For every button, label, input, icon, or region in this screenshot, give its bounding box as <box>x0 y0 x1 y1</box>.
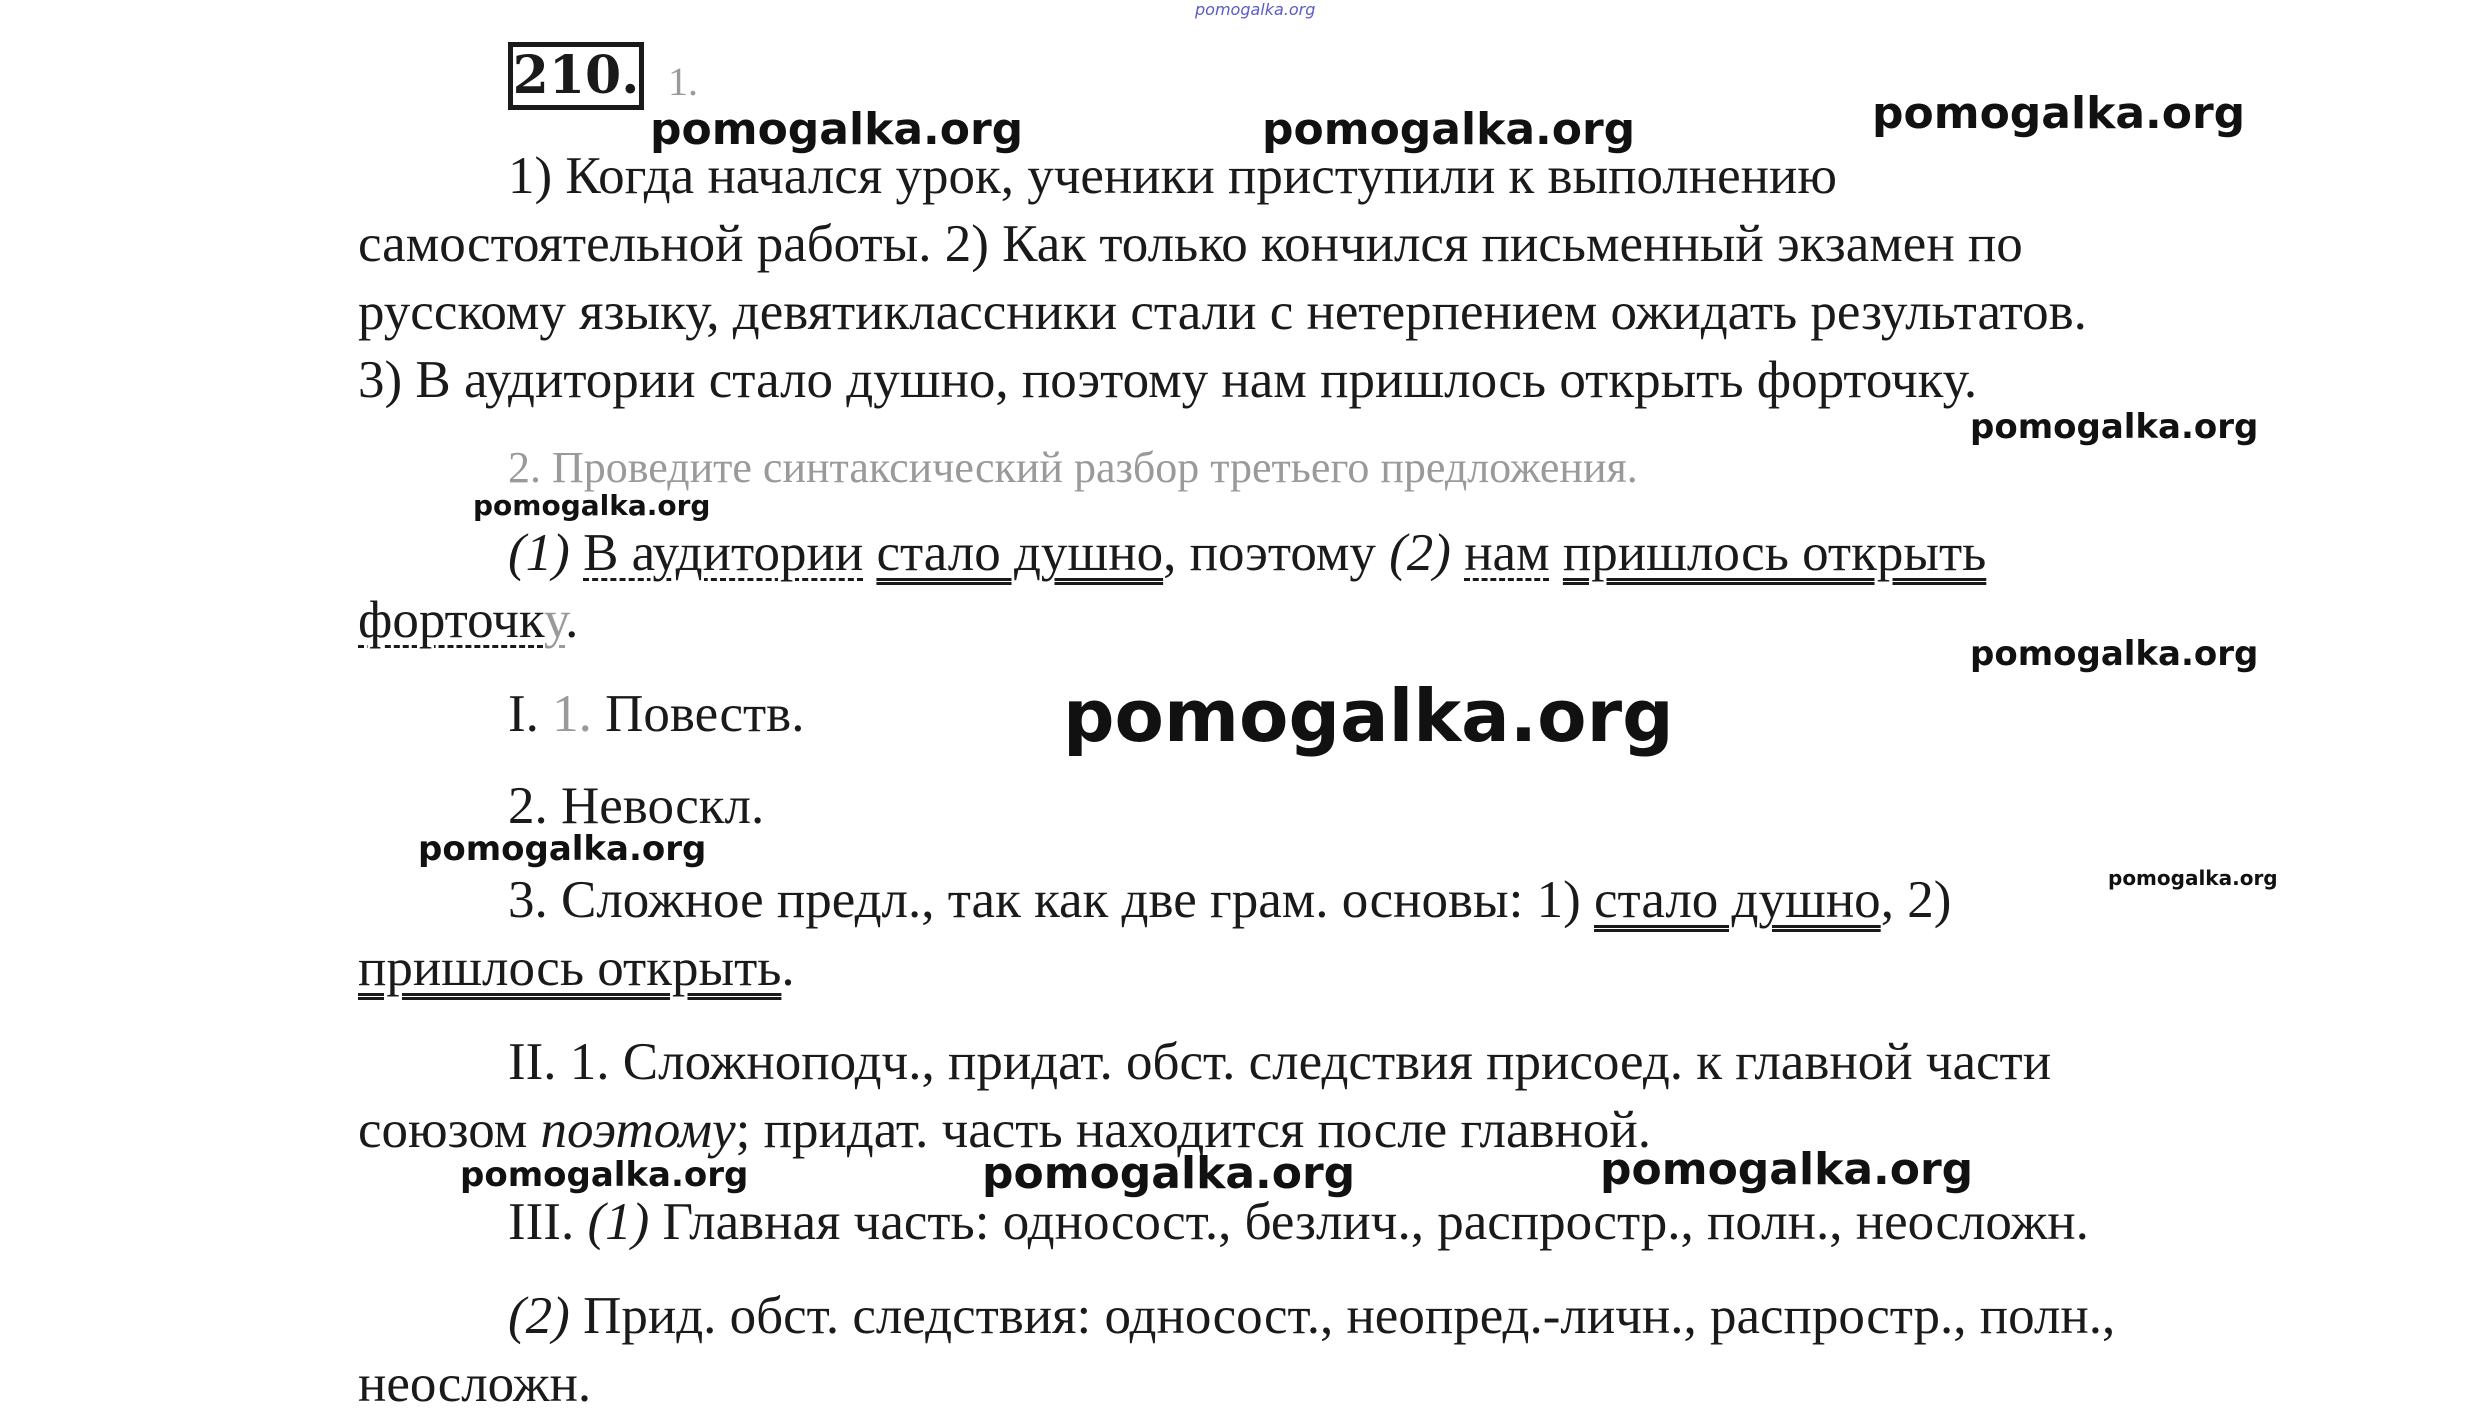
part-1-item-2: 2. Невоскл. <box>508 777 765 835</box>
object-word-ending: у <box>543 591 566 649</box>
part-3-line-1 <box>508 1193 2089 1251</box>
watermark: pomogalka.org <box>2108 866 2278 890</box>
watermark: pomogalka.org <box>1262 104 1636 155</box>
part-3-line-2 <box>508 1287 2116 1345</box>
item-3-mid: , 2) <box>1880 871 1952 929</box>
part-1-item-3 <box>508 871 1952 929</box>
watermark: pomogalka.org <box>1600 1144 1974 1195</box>
sentence-line-1: 1) Когда начался урок, ученики приступили к выполнению <box>508 147 1837 205</box>
sentence-line-3: русскому языку, девятиклассники стали с нетерпением ожидать результатов. <box>358 283 2087 341</box>
watermark: pomogalka.org <box>418 829 707 869</box>
part-3-marker-2: (2) <box>508 1287 570 1345</box>
part-3-marker-1: (1) <box>587 1193 650 1251</box>
clause-marker-2: (2) <box>1389 524 1451 582</box>
watermark: pomogalka.org <box>1970 407 2259 447</box>
watermark: pomogalka.org <box>460 1155 749 1195</box>
conjunction: , поэтому <box>1163 524 1376 582</box>
clause-marker-1: (1) <box>508 524 570 582</box>
part-3-main-clause: Главная часть: односост., безлич., распростр., полн., неосложн. <box>662 1193 2089 1251</box>
analysis-line-1 <box>508 524 1987 582</box>
exercise-number: 210. <box>508 42 644 110</box>
sentence-line-4: 3) В аудитории стало душно, поэтому нам пришлось открыть форточку. <box>358 351 1978 409</box>
part-3-subordinate-clause: Прид. обст. следствия: односост., неопред.-личн., распростр., полн., <box>583 1287 2116 1345</box>
watermark-top: pomogalka.org <box>1195 0 1316 19</box>
part-1-text: Повеств. <box>605 685 805 743</box>
period: . <box>565 591 579 649</box>
part-2-suffix: ; придат. часть находится после главной. <box>735 1101 1651 1159</box>
analysis-line-2 <box>358 591 579 649</box>
item-3-prefix: 3. Сложное предл., так как две грам. основы: 1) <box>508 871 1581 929</box>
watermark: pomogalka.org <box>1872 88 2246 139</box>
part-1-number: I. <box>508 685 539 743</box>
task-1-label: 1. <box>668 59 698 104</box>
part-3-number: III. <box>508 1193 575 1251</box>
object-word-fortochku: форточк <box>358 591 544 649</box>
grammatical-base-1: стало душно <box>876 524 1164 582</box>
part-1-item-1 <box>508 685 805 743</box>
item-3-base-2: пришлось открыть <box>358 939 782 997</box>
watermark: pomogalka.org <box>473 489 711 522</box>
part-1-item-3-cont <box>358 939 795 997</box>
watermark-large: pomogalka.org <box>1063 674 1674 758</box>
period: . <box>781 939 795 997</box>
sentence-line-2: самостоятельной работы. 2) Как только кончился письменный экзамен по <box>358 215 2023 273</box>
object-word: нам <box>1464 524 1550 582</box>
item-3-base-1: стало душно <box>1594 871 1881 929</box>
part-2-prefix: союзом <box>358 1101 528 1159</box>
circumstance-phrase: В аудитории <box>583 524 864 582</box>
part-2-conjunction: поэтому <box>540 1101 736 1159</box>
part-1-sub-number: 1. <box>552 685 592 743</box>
watermark: pomogalka.org <box>1970 634 2259 674</box>
part-2-line-1: II. 1. Сложноподч., придат. обст. следствия присоед. к главной части <box>508 1033 2052 1091</box>
watermark: pomogalka.org <box>982 1148 1356 1199</box>
part-3-line-3: неосложн. <box>358 1355 592 1413</box>
grammatical-base-2: пришлось открыть <box>1562 524 1987 582</box>
watermark: pomogalka.org <box>650 104 1024 155</box>
task-2-instruction: 2. Проведите синтаксический разбор третьего предложения. <box>508 443 1638 492</box>
